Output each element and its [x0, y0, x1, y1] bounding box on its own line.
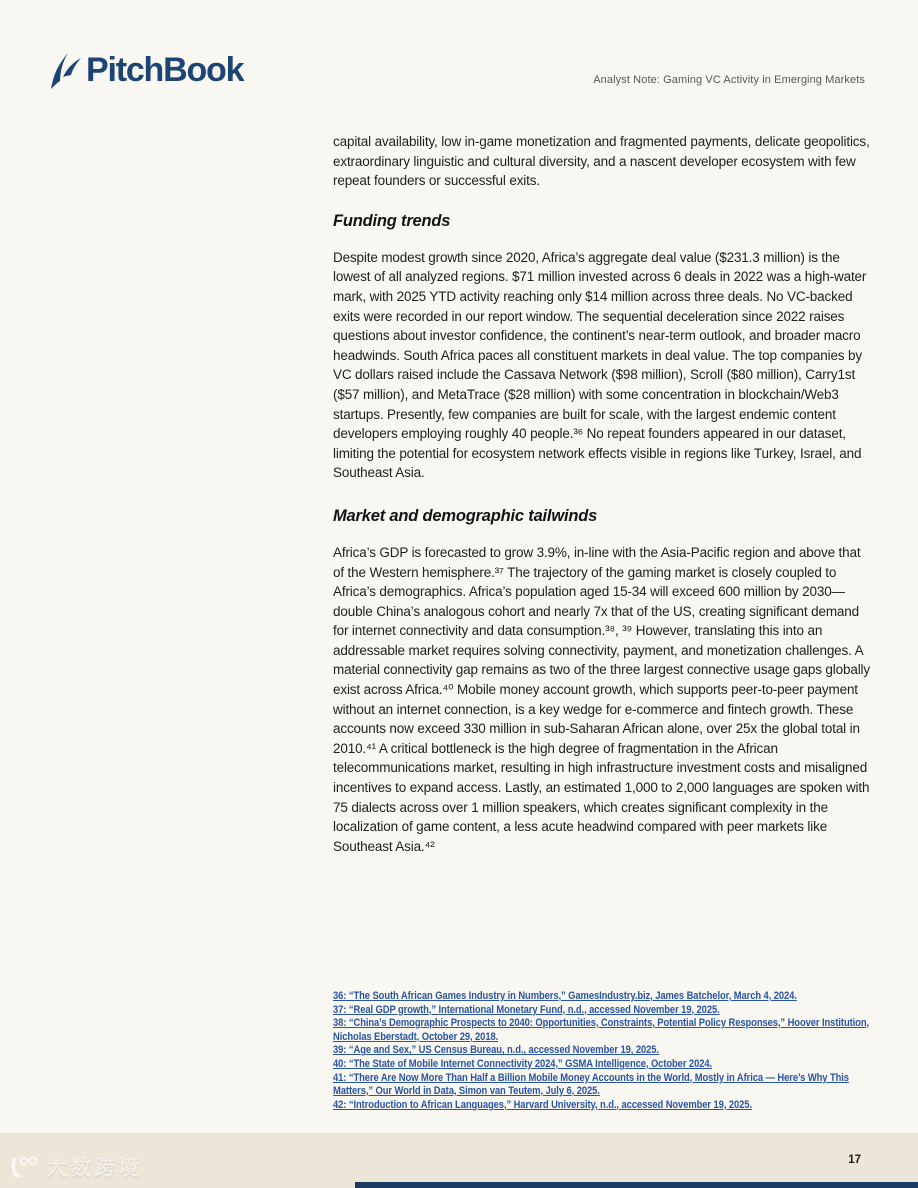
- pitchbook-wordmark: PitchBook: [86, 50, 244, 89]
- content-column: [333, 132, 870, 856]
- funding-trends-paragraph: Despite modest growth since 2020, Africa’s aggregate deal value ($231.3 million) is the lowest of all analyzed regions. $71 million invested across 6 deals in 2022 was a high-water mark, with 2025 YTD activity reaching only $14 million across three deals. No VC-backed exits were recorded in our report window. The sequential deceleration since 2022 raises questions about investor confidence, the continent’s near-term outlook, and broader macro headwinds. South Africa paces all constituent markets in deal value. The top companies by VC dollars raised include the Cassava Network ($98 million), Scroll ($80 million), Carry1st ($57 million), and MetaTrace ($28 million) with some concentration in blockchain/Web3 startups. Presently, few companies are built for scale, with the largest endemic content developers employing roughly 40 people.³⁶ No repeat founders appeared in our dataset, limiting the potential for ecosystem network effects visible in regions like Turkey, Israel, and Southeast Asia.: [333, 249, 867, 481]
- footnotes-list: [333, 990, 873, 1112]
- footnote-40-link[interactable]: 40: “The State of Mobile Internet Connectivity 2024,” GSMA Intelligence, October 2024.: [333, 1057, 713, 1070]
- intro-paragraph: capital availability, low in-game monetization and fragmented payments, delicate geopolitics, extraordinary linguistic and cultural diversity, and a nascent developer ecosystem with few repeat founders or successful exits.: [333, 134, 870, 189]
- footnote-36-link[interactable]: 36: “The South African Games Industry in Numbers,” GamesIndustry.biz, James Batchelor, March 4, 2024.: [333, 990, 797, 1002]
- pitchbook-logo: [44, 50, 243, 90]
- footnote-42-link[interactable]: 42: “Introduction to African Languages,” Harvard University, n.d., accessed November 19, 2025.: [333, 1098, 752, 1111]
- watermark-logo-icon: [10, 1154, 40, 1180]
- footer-band: [0, 1133, 918, 1188]
- footnote-38-link[interactable]: 38: “China’s Demographic Prospects to 2040: Opportunities, Constraints, Potential Policy Responses,” Hoover Institution, Nicholas Eberstadt, October 29, 2018.: [333, 1017, 870, 1043]
- watermark-text: 大数跨境: [46, 1157, 142, 1180]
- page-number: 17: [848, 1154, 861, 1166]
- watermark: [10, 1152, 142, 1182]
- footnote-37-link[interactable]: 37: “Real GDP growth,” International Monetary Fund, n.d., accessed November 19, 2025.: [333, 1003, 720, 1016]
- market-tailwinds-paragraph: Africa’s GDP is forecasted to grow 3.9%, in-line with the Asia-Pacific region and above that of the Western hemisphere.³⁷ The trajectory of the gaming market is closely coupled to Africa’s demographics. Africa’s population aged 15-34 will exceed 600 million by 2030—double China’s analogous cohort and nearly 7x that of the US, creating significant demand for internet connectivity and data consumption.³⁸, ³⁹ However, translating this into an addressable market requires solving connectivity, payment, and monetization challenges. A material connectivity gap remains as two of the three largest connective usage gaps globally exist across Africa.⁴⁰ Mobile money account growth, which supports peer-to-peer payment without an internet connection, is a key wedge for e-commerce and fintech growth. These accounts now exceed 330 million in sub-Saharan African alone, over 25x the global total in 2010.⁴¹ A critical bottleneck is the high degree of fragmentation in the African telecommunications market, resulting in high infrastructure investment costs and misaligned incentives to expand access. Lastly, an estimated 1,000 to 2,000 languages are spoken with 75 dialects across over 1 million speakers, which creates significant complexity in the localization of game content, a less acute headwind compared with peer markets like Southeast Asia.⁴²: [333, 544, 871, 854]
- funding-trends-heading: Funding trends: [333, 211, 451, 230]
- market-tailwinds-heading: Market and demographic tailwinds: [333, 506, 598, 525]
- pitchbook-flag-icon: [44, 50, 82, 90]
- footnote-41-link[interactable]: 41: “There Are Now More Than Half a Billion Mobile Money Accounts in the World, Mostly in Africa — Here’s Why This Matters,” Our World in Data, Simon van Teutem, July 6, 2025.: [333, 1071, 849, 1098]
- bottom-page-edge-bar: [355, 1182, 918, 1188]
- document-title: Analyst Note: Gaming VC Activity in Emerging Markets: [593, 74, 865, 86]
- footnote-39-link[interactable]: 39: “Age and Sex,” US Census Bureau, n.d., accessed November 19, 2025.: [333, 1044, 659, 1057]
